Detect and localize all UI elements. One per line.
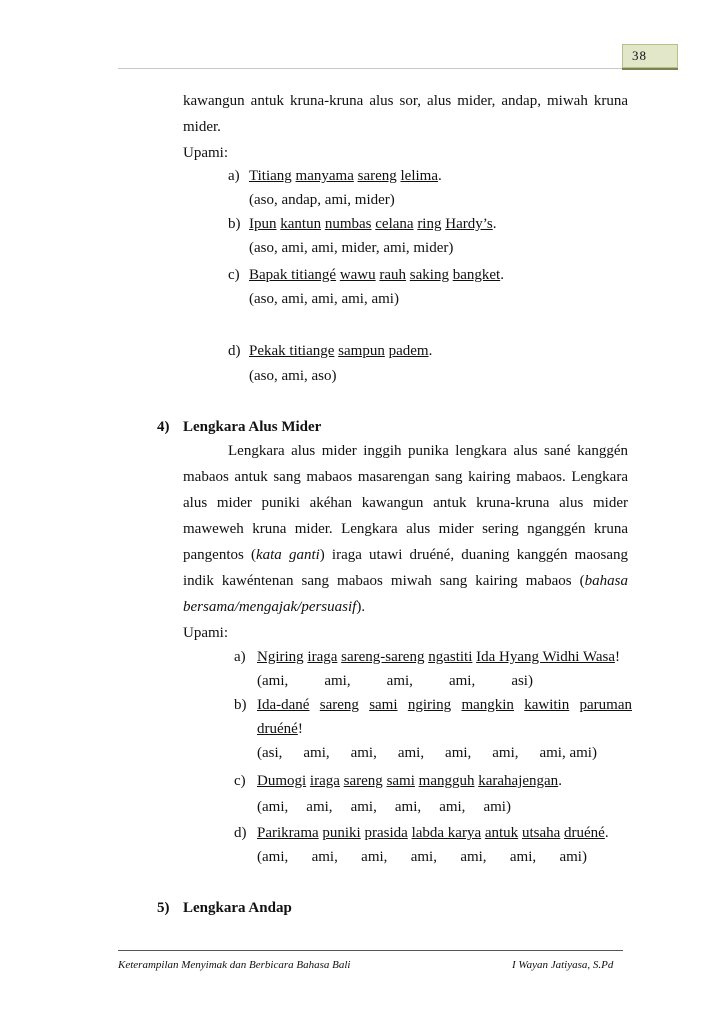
example-4d-sentence: Parikrama puniki prasida labda karya antuk utsaha druéné. [257,825,609,841]
example-c-sentence: Bapak titiangé wawu rauh saking bangket. [249,267,504,283]
example-4b-marker: b) [234,697,247,713]
footer-book-title: Keterampilan Menyimak dan Berbicara Bahasa Bali [118,959,351,971]
section-4-paragraph-line-7: bersama/mengajak/persuasif). [183,599,366,615]
example-d-tags: (aso, ami, aso) [249,368,337,384]
intro-line-2: mider. [183,119,221,135]
example-4d-tags: (ami, ami, ami, ami, ami, ami, ami) [257,849,587,865]
footer-author: I Wayan Jatiyasa, S.Pd [512,959,614,971]
section-4-paragraph-line-2: mabaos antuk sang mabaos masarengan sang kairing mabaos. Lengkara [183,469,628,485]
example-a-tags: (aso, andap, ami, mider) [249,192,395,208]
intro-upami: Upami: [183,145,228,161]
section-4-paragraph-line-5: pangentos (kata ganti) iraga utawi druéné, duaning kanggén maosang [183,547,628,563]
example-4a-sentence: Ngiring iraga sareng-sareng ngastiti Ida Hyang Widhi Wasa! [257,649,620,665]
example-b-tags: (aso, ami, ami, mider, ami, mider) [249,240,454,256]
section-4-paragraph-line-3: alus mider puniki akéhan kawangun antuk kruna-kruna alus mider [183,495,628,511]
example-c-marker: c) [228,267,240,283]
example-4c-sentence: Dumogi iraga sareng sami mangguh karahajengan. [257,773,562,789]
example-4a-tags: (ami, ami, ami, ami, asi) [257,673,533,689]
example-b-sentence: Ipun kantun numbas celana ring Hardy’s. [249,216,497,232]
section-4-upami: Upami: [183,625,228,641]
intro-line-1: kawangun antuk kruna-kruna alus sor, alus mider, andap, miwah kruna [183,93,628,109]
example-a-marker: a) [228,168,240,184]
example-4d-marker: d) [234,825,247,841]
page-number: 38 [622,44,678,68]
example-a-sentence: Titiang manyama sareng lelima. [249,168,442,184]
section-4-title: Lengkara Alus Mider [183,419,322,435]
section-5-title: Lengkara Andap [183,900,292,916]
example-b-marker: b) [228,216,241,232]
example-c-tags: (aso, ami, ami, ami, ami) [249,291,399,307]
section-4-paragraph-line-1: Lengkara alus mider inggih punika lengkara alus sané kanggén [228,443,628,459]
section-5-number: 5) [157,900,170,916]
header-rule-accent [622,68,678,70]
example-4c-tags: (ami, ami, ami, ami, ami, ami) [257,799,511,815]
example-4a-marker: a) [234,649,246,665]
example-4b-sentence-cont: druéné! [257,721,303,737]
header-rule [118,68,678,69]
section-4-paragraph-line-4: maweweh kruna mider. Lengkara alus mider sering nganggén kruna [183,521,628,537]
footer-rule [118,950,623,951]
example-4b-tags: (asi, ami, ami, ami, ami, ami, ami, ami) [257,745,597,761]
example-d-sentence: Pekak titiange sampun padem. [249,343,433,359]
section-4-number: 4) [157,419,170,435]
example-d-marker: d) [228,343,241,359]
example-4b-sentence: Ida-dané sareng sami ngiring mangkin kawitin paruman [257,697,632,713]
example-4c-marker: c) [234,773,246,789]
section-4-paragraph-line-6: indik kawéntenan sang mabaos miwah sang kairing mabaos (bahasa [183,573,628,589]
